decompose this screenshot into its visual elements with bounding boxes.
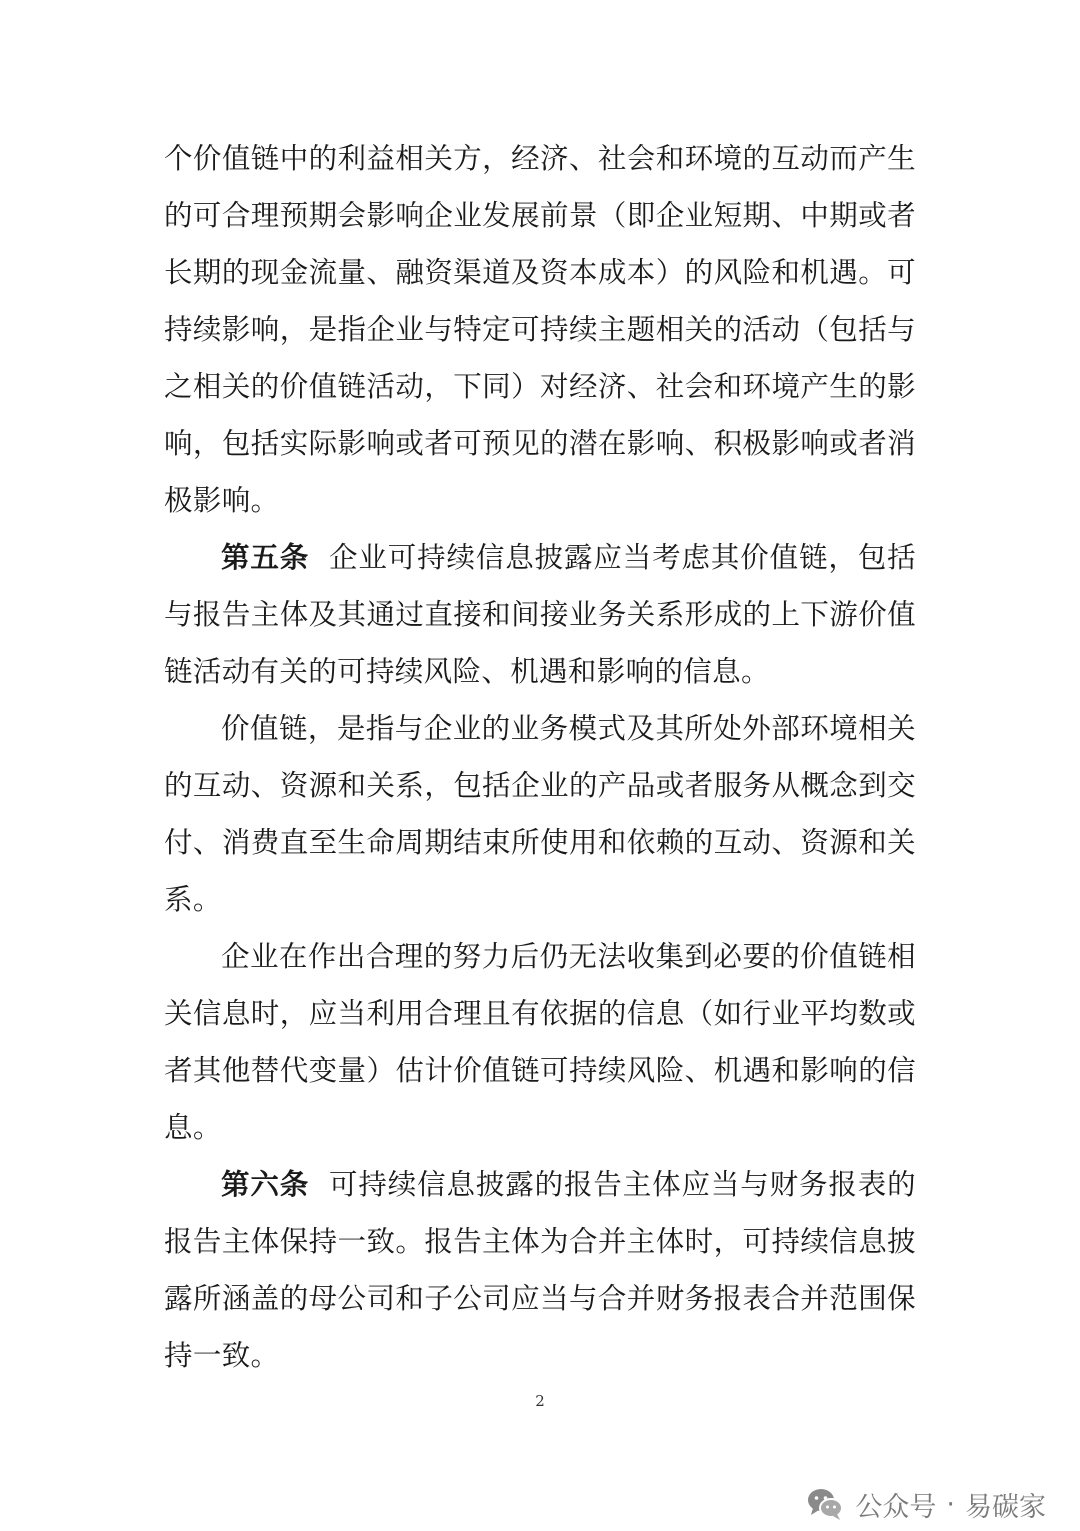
watermark <box>805 1484 1046 1524</box>
watermark-label: 公众号 <box>855 1491 937 1523</box>
document-body <box>164 130 916 1384</box>
watermark-separator: · <box>946 1488 955 1520</box>
paragraph-article-6 <box>164 1156 916 1384</box>
paragraph-text: 企业在作出合理的努力后仍无法收集到必要的价值链相关信息时，应当利用合理且有依据的信息（如行业平均数或者其他替代变量）估计价值链可持续风险、机遇和影响的信息。 <box>164 940 916 1144</box>
paragraph-value-chain-definition <box>164 700 916 928</box>
paragraph-value-chain-estimation <box>164 928 916 1156</box>
paragraph-p1 <box>164 130 916 529</box>
paragraph-text: 企业可持续信息披露应当考虑其价值链，包括与报告主体及其通过直接和间接业务关系形成的上下游价值链活动有关的可持续风险、机遇和影响的信息。 <box>164 541 916 688</box>
page-number: 2 <box>535 1392 545 1410</box>
paragraph-text: 个价值链中的利益相关方，经济、社会和环境的互动而产生的可合理预期会影响企业发展前景（即企业短期、中期或者长期的现金流量、融资渠道及资本成本）的风险和机遇。可持续影响，是指企业与特定可持续主题相关的活动（包括与之相关的价值链活动，下同）对经济、社会和环境产生的影响，包括实际影响或者可预见的潜在影响、积极影响或者消极影响。 <box>164 142 916 517</box>
paragraph-article-5 <box>164 529 916 700</box>
article-number: 第六条 <box>221 1168 310 1201</box>
paragraph-text: 价值链，是指与企业的业务模式及其所处外部环境相关的互动、资源和关系，包括企业的产品或者服务从概念到交付、消费直至生命周期结束所使用和依赖的互动、资源和关系。 <box>164 712 916 916</box>
article-number: 第五条 <box>221 541 310 574</box>
watermark-account: 易碳家 <box>965 1491 1046 1523</box>
wechat-icon <box>805 1484 845 1524</box>
paragraph-text: 可持续信息披露的报告主体应当与财务报表的报告主体保持一致。报告主体为合并主体时，可持续信息披露所涵盖的母公司和子公司应当与合并财务报表合并范围保持一致。 <box>164 1168 916 1372</box>
